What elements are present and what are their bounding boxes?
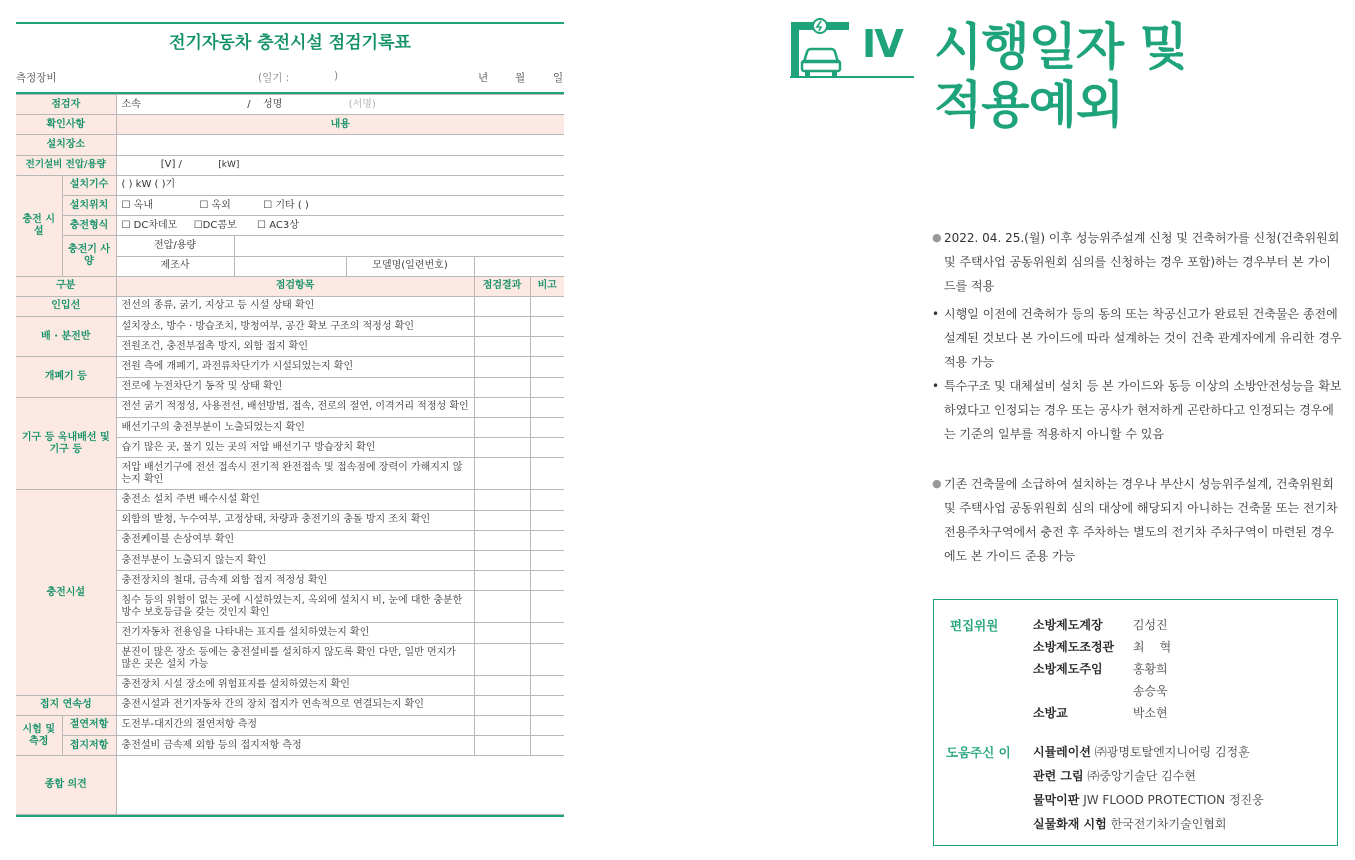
- year-label: 년: [478, 72, 489, 84]
- header-item: 점검항목: [116, 276, 474, 296]
- list-item: [1033, 767, 1196, 784]
- credit-role: 소방제도주임: [1033, 662, 1103, 676]
- org-label: 소속: [121, 98, 141, 110]
- content-label: 내용: [116, 115, 564, 135]
- note-cell[interactable]: [530, 571, 564, 591]
- result-cell[interactable]: [474, 458, 530, 490]
- check-item: 충전시설과 전기자동차 간의 장치 접지가 연속적으로 연결되는지 확인: [116, 695, 474, 715]
- type-combo-checkbox[interactable]: ☐DC콤보: [193, 219, 237, 231]
- date-label: (일기 :: [258, 72, 290, 84]
- divider: [16, 815, 564, 817]
- pos-field: [116, 195, 564, 215]
- editors-label: 편집위원: [950, 618, 999, 633]
- inspector-fields[interactable]: [116, 95, 564, 115]
- pos-etc-checkbox[interactable]: ☐ 기타 ( ): [263, 199, 309, 211]
- opinion-field[interactable]: [116, 756, 564, 815]
- chapter-title-line1: 시행일자 및: [934, 18, 1187, 76]
- note-cell[interactable]: [530, 643, 564, 675]
- check-item: 전로에 누전차단기 동작 및 상태 확인: [116, 377, 474, 397]
- credit-name: 송승욱: [1132, 684, 1168, 698]
- check-item: 설치장소, 방수 · 방습조치, 방청여부, 공간 확보 구조의 적정성 확인: [116, 317, 474, 337]
- form-title: 전기자동차 충전시설 점검기록표: [169, 33, 411, 53]
- check-item: 외함의 발청, 누수여부, 고정상태, 차량과 충전기의 충돌 방지 조치 확인: [116, 510, 474, 530]
- section-label: 충전시설: [16, 490, 116, 695]
- note-cell[interactable]: [530, 510, 564, 530]
- pos-label: 설치위치: [62, 195, 116, 215]
- bullet-icon: •: [932, 307, 940, 321]
- check-item: 충전장치 시설 장소에 위험표지를 설치하였는지 확인: [116, 675, 474, 695]
- location-row: [16, 135, 564, 155]
- chapter-number: Ⅳ: [862, 22, 902, 66]
- inspector-row: [16, 95, 564, 115]
- table-row: [16, 357, 564, 377]
- section-label: 인입선: [16, 296, 116, 316]
- day-label: 일: [553, 72, 564, 84]
- pos-indoor-checkbox[interactable]: ☐ 옥내: [121, 199, 153, 211]
- credit-role: 실물화재 시험: [1033, 817, 1107, 831]
- list-item: [1033, 682, 1168, 699]
- ev-charging-icon: [790, 18, 850, 80]
- result-cell[interactable]: [474, 397, 530, 417]
- location-field[interactable]: [116, 135, 564, 155]
- check-item: 전선 굵기 적정성, 사용전선, 배선방법, 접속, 전로의 절연, 이격거리 적정성 확인: [116, 397, 474, 417]
- type-chademo-checkbox[interactable]: ☐ DC차데모: [121, 219, 178, 231]
- list-item: [932, 374, 1342, 446]
- note-cell[interactable]: [530, 715, 564, 735]
- check-item: 충전케이블 손상여부 확인: [116, 530, 474, 550]
- credit-name: ㈜중앙기술단 김수현: [1087, 769, 1196, 783]
- note-cell[interactable]: [530, 490, 564, 510]
- credit-role: 소방교: [1033, 706, 1068, 720]
- bullet-icon: ●: [932, 231, 942, 244]
- spec-volt-label: 전압/용량: [116, 236, 234, 256]
- chapter-title-line2: 적용예외: [934, 76, 1124, 134]
- check-item: 충전부분이 노출되지 않는지 확인: [116, 550, 474, 570]
- note-cell[interactable]: [530, 296, 564, 316]
- note-cell[interactable]: [530, 591, 564, 623]
- result-cell[interactable]: [474, 695, 530, 715]
- list-item: [1033, 616, 1168, 633]
- result-cell[interactable]: [474, 510, 530, 530]
- paragraph-text: 기존 건축물에 소급하여 설치하는 경우나 부산시 성능위주설계, 건축위원회 및 주택사업 공동위원회 심의 대상에 해당되지 아니하는 건축물 또는 전기차 전용주차구역에서 충전 후 주차하는 별도의 전기차 주차구역이 마련된 경우에도 본 가이드 준용 가능: [944, 477, 1338, 563]
- paragraph-block-2: [932, 472, 1342, 568]
- table-row: [16, 736, 564, 756]
- check-item: 분진이 많은 장소 등에는 충전설비를 설치하지 않도록 확인 다만, 일반 먼지가 많은 곳은 설치 가능: [116, 643, 474, 675]
- type-ac3-checkbox[interactable]: ☐ AC3상: [257, 219, 299, 231]
- spec-volt-field[interactable]: [234, 236, 564, 256]
- result-cell[interactable]: [474, 643, 530, 675]
- result-cell[interactable]: [474, 530, 530, 550]
- list-item: [1033, 638, 1171, 655]
- check-item: 침수 등의 위험이 없는 곳에 시설하였는지, 옥외에 설치시 비, 눈에 대한 충분한 방수 보호등급을 갖는 것인지 확인: [116, 591, 474, 623]
- header-result: 점검결과: [474, 276, 530, 296]
- credit-name: 한국전기차기술인협회: [1110, 817, 1227, 831]
- date-close: ): [334, 70, 339, 82]
- paragraph-text: 시행일 이전에 건축허가 등의 동의 또는 착공신고가 완료된 건축물은 종전에 설계된 것보다 본 가이드에 따라 설계하는 것이 건축 관계자에게 유리한 경우 적용 가능: [944, 307, 1342, 369]
- result-cell[interactable]: [474, 296, 530, 316]
- paragraph-block-1: [932, 226, 1342, 446]
- form-meta-row: [16, 66, 564, 86]
- spec-model-label: 모델명(일련번호): [346, 256, 474, 276]
- pos-outdoor-checkbox[interactable]: ☐ 옥외: [199, 199, 231, 211]
- header-note: 비고: [530, 276, 564, 296]
- paragraph-text: 2022. 04. 25.(월) 이후 성능위주설계 신청 및 건축허가를 신청(건축위원회 및 주택사업 공동위원회 심의를 신청하는 경우 포함)하는 경우부터 본 가이드를 적용: [944, 231, 1340, 293]
- note-cell[interactable]: [530, 377, 564, 397]
- check-item: 배선기구의 충전부분이 노출되었는지 확인: [116, 418, 474, 438]
- table-row: [16, 296, 564, 316]
- equipment-label: 측정장비: [16, 72, 57, 84]
- sign-label: (서명): [348, 98, 376, 110]
- table-row: [16, 695, 564, 715]
- note-cell[interactable]: [530, 695, 564, 715]
- list-item: [932, 226, 1342, 298]
- charger-type-row: [16, 216, 564, 236]
- result-cell[interactable]: [474, 623, 530, 643]
- credit-role: 소방제도계장: [1033, 618, 1103, 632]
- result-cell[interactable]: [474, 571, 530, 591]
- result-cell[interactable]: [474, 337, 530, 357]
- list-item: [1033, 743, 1250, 760]
- spec-maker-label: 제조사: [116, 256, 234, 276]
- table-row: [16, 397, 564, 417]
- confirm-row: [16, 115, 564, 135]
- note-cell[interactable]: [530, 317, 564, 337]
- list-item: [932, 302, 1342, 374]
- note-cell[interactable]: [530, 458, 564, 490]
- result-cell[interactable]: [474, 418, 530, 438]
- check-item: 도전부-대지간의 절연저항 측정: [116, 715, 474, 735]
- credit-role: 시뮬레이션: [1033, 745, 1091, 759]
- credit-name: 최 혁: [1132, 640, 1172, 654]
- spec-label: 충전기 사양: [62, 236, 116, 276]
- charger-count-row: [16, 175, 564, 195]
- voltage-row: [16, 155, 564, 175]
- note-cell[interactable]: [530, 397, 564, 417]
- month-label: 월: [515, 72, 526, 84]
- list-item: [1033, 791, 1264, 808]
- note-cell[interactable]: [530, 530, 564, 550]
- credit-name: JW FLOOD PROTECTION 정진웅: [1083, 793, 1264, 807]
- table-row: [16, 490, 564, 510]
- list-item: [1033, 660, 1168, 677]
- check-item: 전원조건, 충전부접촉 방지, 외함 접지 확인: [116, 337, 474, 357]
- checklist-header: [16, 276, 564, 296]
- note-cell[interactable]: [530, 357, 564, 377]
- paragraph-text: 특수구조 및 대체설비 설치 등 본 가이드와 동등 이상의 소방안전성능을 확보 하였다고 인정되는 경우 또는 공사가 현저하게 곤란하다고 인정되는 경우에는 기준의 일부를 적용하지 아니할 수 있음: [944, 379, 1342, 441]
- table-row: [16, 715, 564, 735]
- charger-group-label: 충전 시설: [16, 175, 62, 276]
- slash: /: [247, 98, 251, 110]
- kw-unit: [kW]: [218, 160, 240, 171]
- charger-pos-row: [16, 195, 564, 215]
- credit-role: 물막이판: [1033, 793, 1080, 807]
- credit-name: 김성진: [1132, 618, 1168, 632]
- list-item: [1033, 704, 1168, 721]
- check-item: 습기 많은 곳, 물기 있는 곳의 저압 배선기구 방습장치 확인: [116, 438, 474, 458]
- result-cell[interactable]: [474, 438, 530, 458]
- check-item: 전기자동차 전용임을 나타내는 표지를 설치하였는지 확인: [116, 623, 474, 643]
- opinion-row: [16, 756, 564, 815]
- note-cell[interactable]: [530, 438, 564, 458]
- credits-box: [933, 599, 1338, 846]
- credit-name: ㈜광명토탈엔지니어링 김정훈: [1094, 745, 1250, 759]
- section-label: 개폐기 등: [16, 357, 116, 397]
- location-label: 설치장소: [16, 135, 116, 155]
- volt-unit: [V] /: [160, 159, 182, 171]
- result-cell[interactable]: [474, 675, 530, 695]
- result-cell[interactable]: [474, 550, 530, 570]
- result-cell[interactable]: [474, 715, 530, 735]
- note-cell[interactable]: [530, 675, 564, 695]
- credit-name: 홍황희: [1132, 662, 1168, 676]
- type-field: [116, 216, 564, 236]
- ground-label: 접지저항: [62, 736, 116, 756]
- credit-role: 관련 그림: [1033, 769, 1084, 783]
- chapter-title: [934, 18, 1187, 134]
- table-row: [16, 317, 564, 337]
- header-category: 구분: [16, 276, 116, 296]
- insulation-label: 절연저항: [62, 715, 116, 735]
- result-cell[interactable]: [474, 490, 530, 510]
- note-cell[interactable]: [530, 337, 564, 357]
- test-group-label: 시험 및 측정: [16, 715, 62, 755]
- result-cell[interactable]: [474, 591, 530, 623]
- result-cell[interactable]: [474, 317, 530, 337]
- name-label: 성명: [262, 98, 283, 110]
- credit-name: 박소현: [1132, 706, 1168, 720]
- bullet-icon: •: [932, 379, 940, 393]
- note-cell[interactable]: [530, 418, 564, 438]
- check-item: 충전설비 금속제 외함 등의 접지저항 측정: [116, 736, 474, 756]
- section-label: 기구 등 옥내배선 및 기구 등: [16, 397, 116, 490]
- inspection-table: [16, 94, 564, 815]
- check-item: 전원 측에 개폐기, 과전류차단기가 시설되었는지 확인: [116, 357, 474, 377]
- spec-maker-field[interactable]: [234, 256, 346, 276]
- divider: [790, 76, 914, 78]
- bullet-icon: ●: [932, 477, 942, 490]
- section-label: 접지 연속성: [16, 695, 116, 715]
- voltage-field[interactable]: [116, 155, 564, 175]
- check-item: 전선의 종류, 굵기, 지상고 등 시설 상태 확인: [116, 296, 474, 316]
- inspection-form: [16, 22, 564, 817]
- count-field[interactable]: ( ) kW ( )기: [116, 175, 564, 195]
- confirm-label: 확인사항: [16, 115, 116, 135]
- result-cell[interactable]: [474, 736, 530, 756]
- voltage-label: 전기설비 전압/용량: [16, 155, 116, 175]
- check-item: 충전소 설치 주변 배수시설 확인: [116, 490, 474, 510]
- list-item: [932, 472, 1342, 568]
- note-cell[interactable]: [530, 550, 564, 570]
- charger-spec-row1: [16, 236, 564, 256]
- opinion-label: 종합 의견: [16, 756, 116, 815]
- count-label: 설치기수: [62, 175, 116, 195]
- helpers-label: 도움주신 이: [946, 745, 1011, 760]
- result-cell[interactable]: [474, 357, 530, 377]
- result-cell[interactable]: [474, 377, 530, 397]
- spec-model-field[interactable]: [474, 256, 564, 276]
- check-item: 충전장치의 철대, 금속제 외함 접지 적정성 확인: [116, 571, 474, 591]
- type-label: 충전형식: [62, 216, 116, 236]
- note-cell[interactable]: [530, 623, 564, 643]
- note-cell[interactable]: [530, 736, 564, 756]
- check-item: 저압 배선기구에 전선 접속시 전기적 완전접속 및 접속점에 장력이 가해지지 않는지 확인: [116, 458, 474, 490]
- list-item: [1033, 815, 1226, 832]
- credit-role: 소방제도조정관: [1033, 640, 1115, 654]
- section-label: 배 · 분전반: [16, 317, 116, 357]
- inspector-label: 점검자: [16, 95, 116, 115]
